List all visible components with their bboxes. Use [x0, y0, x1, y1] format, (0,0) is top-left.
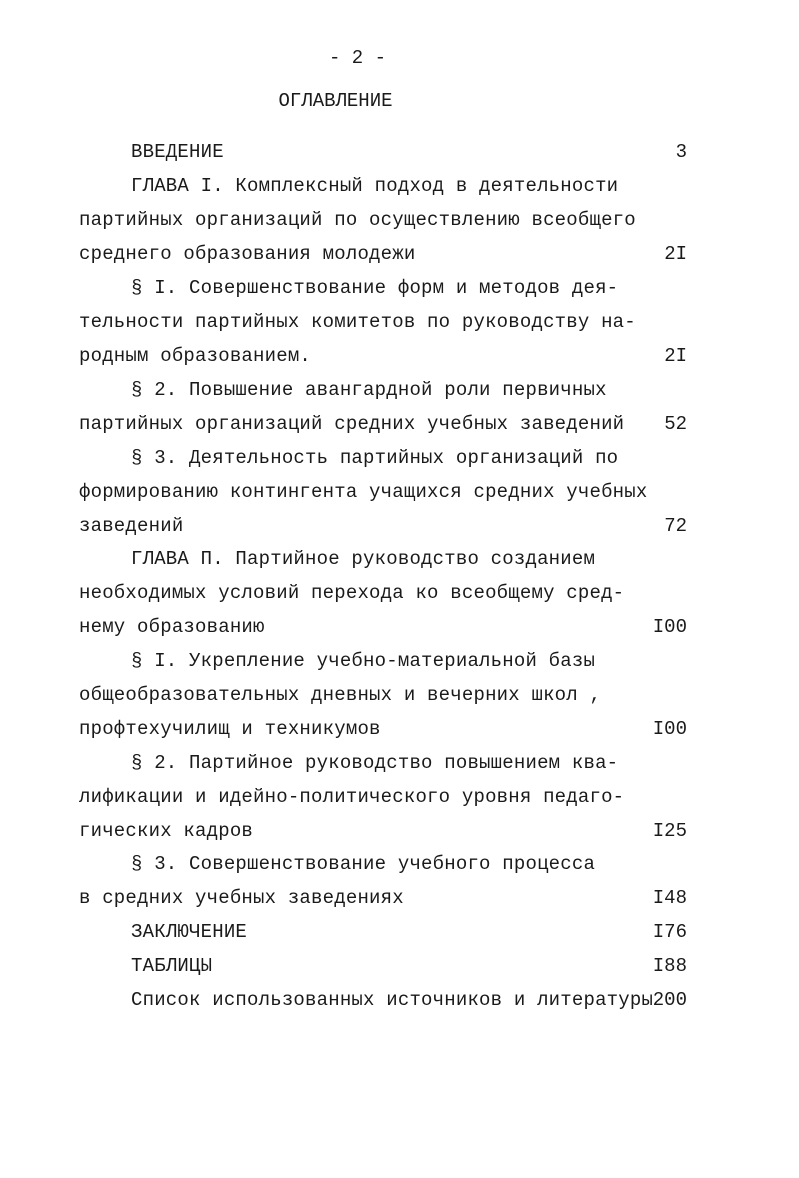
- toc-page-number: I25: [652, 820, 687, 842]
- toc-page-number: I76: [652, 921, 687, 943]
- toc-line: формированию контингента учащихся средних учебных: [79, 481, 648, 503]
- toc-line: ВВЕДЕНИЕ: [131, 141, 224, 163]
- toc-line: нему образованию: [79, 616, 265, 638]
- toc-line: ГЛАВА П. Партийное руководство созданием: [131, 548, 596, 570]
- toc-page-number: I48: [652, 887, 687, 909]
- toc-page-number: 2I: [664, 243, 687, 265]
- toc-line: § I. Укрепление учебно-материальной базы: [131, 650, 596, 672]
- toc-line: § 3. Деятельность партийных организаций по: [131, 447, 619, 469]
- toc-page-number: 72: [664, 515, 687, 537]
- toc-line: ЗАКЛЮЧЕНИЕ: [131, 921, 248, 943]
- toc-line: родным образованием.: [79, 345, 312, 367]
- toc-line: § 2. Повышение авангардной роли первичных: [131, 379, 607, 401]
- toc-heading: ОГЛАВЛЕНИЕ: [278, 90, 393, 112]
- toc-page-number: I88: [652, 955, 687, 977]
- toc-line: тельности партийных комитетов по руководству на-: [79, 311, 636, 333]
- toc-line: ГЛАВА I. Комплексный подход в деятельности: [131, 175, 619, 197]
- toc-page-number: 200: [652, 989, 687, 1011]
- toc-line: в средних учебных заведениях: [79, 887, 404, 909]
- toc-line: необходимых условий перехода ко всеобщему сред-: [79, 582, 625, 604]
- toc-line: профтехучилищ и техникумов: [79, 718, 381, 740]
- page-number: - 2 -: [328, 47, 386, 69]
- toc-line: лификации и идейно-политического уровня педаго-: [79, 786, 625, 808]
- toc-page-number: 52: [664, 413, 687, 435]
- toc-line: общеобразовательных дневных и вечерних школ ,: [79, 684, 602, 706]
- toc-line: § I. Совершенствование форм и методов дея-: [131, 277, 619, 299]
- toc-line: среднего образования молодежи: [79, 243, 416, 265]
- toc-line: § 3. Совершенствование учебного процесса: [131, 853, 596, 875]
- toc-line: партийных организаций по осуществлению всеобщего: [79, 209, 636, 231]
- toc-line: гических кадров: [79, 820, 254, 842]
- toc-page-number: 3: [675, 141, 687, 163]
- toc-line: Список использованных источников и литературы: [131, 989, 654, 1011]
- toc-page-number: I00: [652, 718, 687, 740]
- toc-line: заведений: [79, 515, 184, 537]
- toc-line: § 2. Партийное руководство повышением ква-: [131, 752, 619, 774]
- toc-page-number: 2I: [664, 345, 687, 367]
- toc-page-number: I00: [652, 616, 687, 638]
- toc-line: ТАБЛИЦЫ: [131, 955, 213, 977]
- toc-line: партийных организаций средних учебных заведений: [79, 413, 625, 435]
